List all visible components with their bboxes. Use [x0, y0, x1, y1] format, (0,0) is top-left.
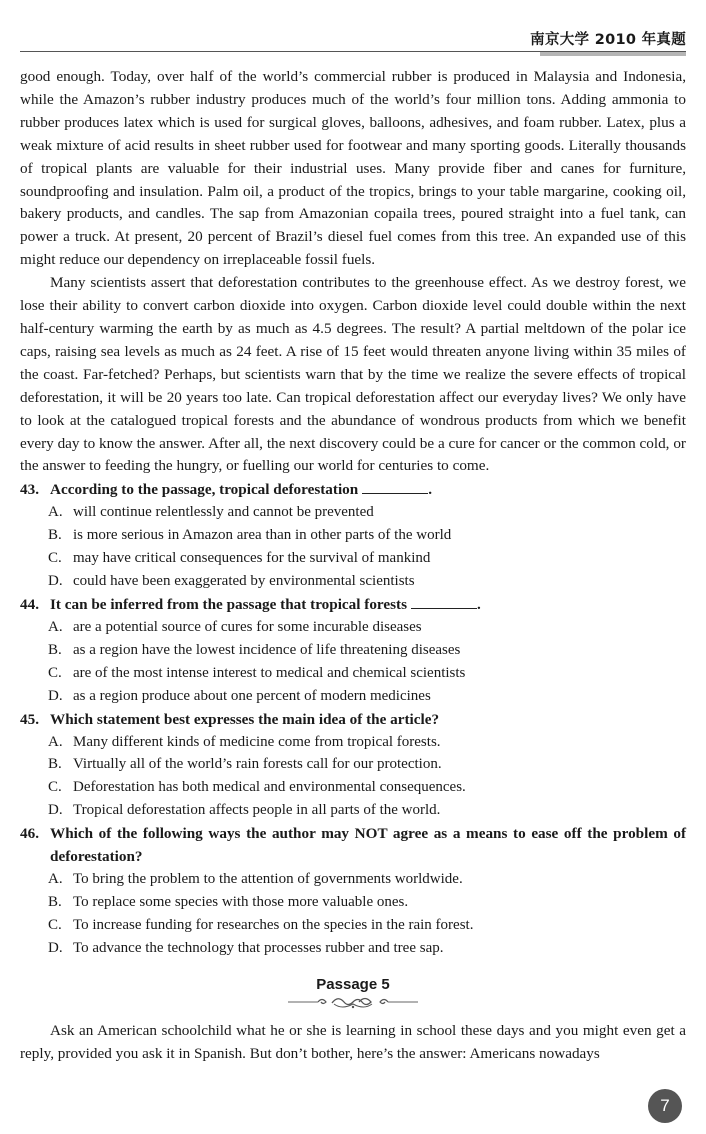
question-43	[20, 478, 686, 593]
option-b: B. as a region have the lowest incidence of life threatening diseases	[48, 641, 461, 658]
questions	[20, 478, 686, 960]
question-number: 43.	[20, 481, 39, 499]
option-d: D. To advance the technology that processes rubber and tree sap.	[48, 939, 444, 956]
running-header	[20, 28, 686, 52]
question-number: 46.	[20, 825, 39, 843]
option-b: B. is more serious in Amazon area than in other parts of the world	[48, 527, 452, 544]
question-text: According to the passage, tropical deforestation	[50, 481, 359, 499]
option-b: B. Virtually all of the world’s rain forests call for our protection.	[48, 756, 442, 773]
question-stem: 43. According to the passage, tropical deforestation .	[20, 478, 686, 501]
flourish-ornament-icon	[288, 996, 418, 1010]
option-a: A. To bring the problem to the attention of governments worldwide.	[48, 871, 463, 888]
option-a: A. Many different kinds of medicine come from tropical forests.	[48, 733, 441, 750]
passage-5-heading	[20, 976, 686, 1020]
option-d: D. as a region produce about one percent of modern medicines	[48, 687, 431, 704]
question-text: Which statement best expresses the main idea of the article?	[50, 710, 440, 728]
question-number: 45.	[20, 710, 39, 728]
option-a: A. will continue relentlessly and cannot be prevented	[48, 504, 374, 521]
option-d: D. could have been exaggerated by environmental scientists	[48, 573, 415, 590]
question-stem	[20, 708, 686, 731]
option-c: C. may have critical consequences for the survival of mankind	[48, 550, 431, 567]
paragraph: Ask an American schoolchild what he or she is learning in school these days and you might even get a reply, provided you ask it in Spanish. But don’t bother, here’s the answer: Americans nowadays	[20, 1021, 686, 1062]
question-stem	[20, 822, 686, 868]
question-44	[20, 593, 686, 708]
question-stem: 44. It can be inferred from the passage that tropical forests .	[20, 593, 686, 616]
header-accent-bar	[540, 52, 686, 56]
passage-4-body	[20, 66, 686, 478]
option-c: C. Deforestation has both medical and environmental consequences.	[48, 779, 466, 796]
answer-blank	[362, 479, 428, 494]
page-content	[20, 66, 686, 1066]
answer-blank	[411, 594, 477, 609]
page-number-badge: 7	[648, 1089, 682, 1123]
question-number: 44.	[20, 595, 39, 613]
header-title: 南京大学 2010 年真题	[530, 32, 686, 48]
question-text: Which of the following ways the author may NOT agree as a means to ease off the problem of deforestation?	[50, 825, 686, 866]
question-45	[20, 708, 686, 823]
option-c: C. To increase funding for researches on the species in the rain forest.	[48, 917, 474, 933]
paragraph: Many scientists assert that deforestation contributes to the greenhouse effect. As we destroy forest, we lose their ability to convert carbon dioxide into oxygen. Carbon dioxide level could double within the next half-century warming the earth by as much as 4.5 degrees. The result? A partial meltdown of the polar ice caps, raising sea levels as much as 24 feet. A rise of 15 feet would threaten anyone living within 35 miles of the coast. Far-fetched? Perhaps, but scientists warn that by the time we realize the severe effects of tropical deforestation, it will be 20 years too late. Can tropical deforestation affect our everyday lives? We only have to look at the catalogued tropical forests and the abundance of wondrous products from which we benefit every day to know the answer. After all, the next discovery could be a cure for cancer or the common cold, or the answer to feeding the hungry, or fuelling our world for centuries to come.	[20, 274, 686, 475]
option-b: B. To replace some species with those more valuable ones.	[48, 894, 409, 911]
question-text: It can be inferred from the passage that tropical forests	[50, 595, 408, 613]
option-d: D. Tropical deforestation affects people in all parts of the world.	[48, 802, 441, 819]
option-c: C. are of the most intense interest to medical and chemical scientists	[48, 664, 466, 681]
passage-5-body	[20, 1020, 686, 1066]
paragraph: good enough. Today, over half of the world’s commercial rubber is produced in Malaysia and Indonesia, while the Amazon’s rubber industry produces much of the world’s four million tons. Adding ammonia to rubber produces latex which is used for surgical gloves, balloons, adhesives, and foam rubber. Latex, plus a weak mixture of acid results in sheet rubber used for footwear and many sporting goods. Literally thousands of tropical plants are valuable for their industrial uses. Many provide fiber and canes for furniture, soundproofing and insulation. Palm oil, a product of the tropics, brings to your table margarine, cooking oil, bakery products, and candles. The sap from Amazonian copaila trees, poured straight into a fuel tank, can power a truck. At present, 20 percent of Brazil’s diesel fuel comes from this tree. An expanded use of this might reduce our dependency on irreplaceable fossil fuels.	[20, 68, 686, 269]
passage-title: Passage 5	[316, 975, 390, 993]
option-a: A. are a potential source of cures for some incurable diseases	[48, 618, 422, 635]
question-46	[20, 822, 686, 960]
